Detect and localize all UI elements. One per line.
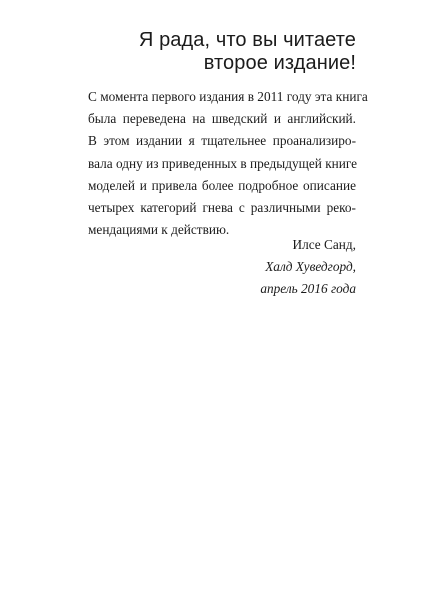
signature-block [116,234,356,301]
signature-translator: Халд Хуведгорд, [265,259,356,275]
paragraph-line: В этом издании я тщательнее проанализиро- [88,133,356,149]
heading-line-2: второе издание! [203,52,356,74]
signature-date: апрель 2016 года [260,281,356,297]
heading-line-1: Я рада, что вы читаете [138,29,356,51]
signature-author: Илсе Санд, [292,237,356,252]
paragraph-line: моделей и привела более подробное описание [88,177,356,193]
page-heading [56,29,356,75]
paragraph-line: вала одну из приведенных в предыдущей книге [88,155,358,171]
paragraph [88,86,368,241]
paragraph-line: мендациями к действию. [88,222,230,238]
paragraph-line: была переведена на шведский и английский. [88,111,356,127]
paragraph-line: С момента первого издания в 2011 году эта книга [88,89,368,104]
paragraph-line: четырех категорий гнева с различными реко- [88,200,356,216]
